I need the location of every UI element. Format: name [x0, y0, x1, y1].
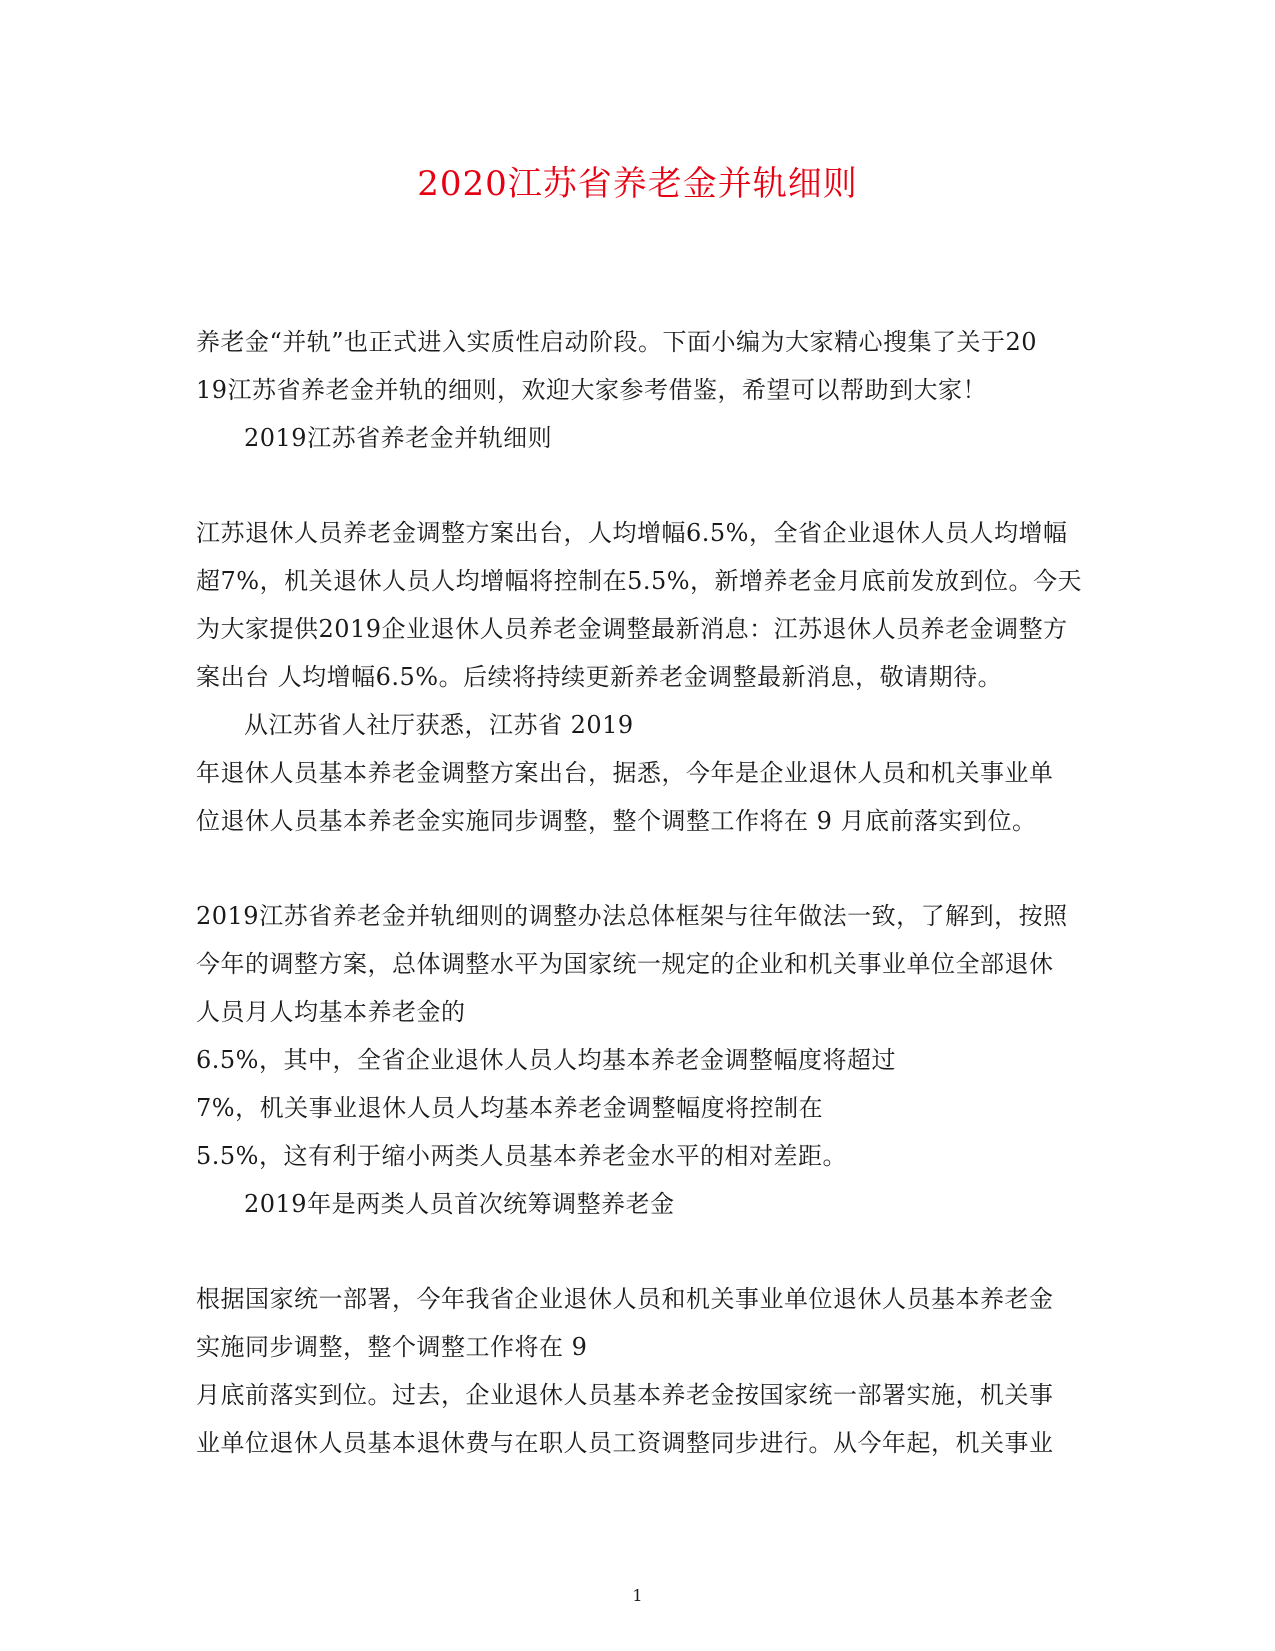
body-line: 为大家提供2019企业退休人员养老金调整最新消息：江苏退休人员养老金调整方	[196, 615, 1068, 643]
body-line: 根据国家统一部署，今年我省企业退休人员和机关事业单位退休人员基本养老金	[196, 1285, 1054, 1313]
body-line: 7%，机关事业退休人员人均基本养老金调整幅度将控制在	[196, 1094, 824, 1122]
body-line: 位退休人员基本养老金实施同步调整，整个调整工作将在 9 月底前落实到位。	[196, 807, 1037, 835]
section-heading: 2019江苏省养老金并轨细则	[244, 424, 553, 452]
body-line: 从江苏省人社厅获悉，江苏省 2019	[244, 711, 634, 739]
body-line: 2019江苏省养老金并轨细则的调整办法总体框架与往年做法一致，了解到，按照	[196, 902, 1068, 930]
body-line: 养老金“并轨”也正式进入实质性启动阶段。下面小编为大家精心搜集了关于20	[196, 328, 1038, 356]
body-line: 年退休人员基本养老金调整方案出台，据悉，今年是企业退休人员和机关事业单	[196, 759, 1054, 787]
page-number: 1	[632, 1586, 643, 1605]
body-line: 5.5%，这有利于缩小两类人员基本养老金水平的相对差距。	[196, 1142, 847, 1170]
section-heading: 2019年是两类人员首次统筹调整养老金	[244, 1190, 675, 1218]
body-line: 业单位退休人员基本退休费与在职人员工资调整同步进行。从今年起，机关事业	[196, 1429, 1054, 1457]
body-line: 6.5%，其中，全省企业退休人员人均基本养老金调整幅度将超过	[196, 1046, 896, 1074]
body-line: 超7%，机关退休人员人均增幅将控制在5.5%，新增养老金月底前发放到位。今天	[196, 567, 1083, 595]
page-title: 2020江苏省养老金并轨细则	[417, 164, 858, 204]
body-line: 案出台 人均增幅6.5%。后续将持续更新养老金调整最新消息，敬请期待。	[196, 663, 1003, 691]
body-line: 19江苏省养老金并轨的细则，欢迎大家参考借鉴，希望可以帮助到大家！	[196, 376, 988, 404]
body-line: 月底前落实到位。过去，企业退休人员基本养老金按国家统一部署实施，机关事	[196, 1381, 1054, 1409]
body-line: 今年的调整方案，总体调整水平为国家统一规定的企业和机关事业单位全部退休	[196, 950, 1054, 978]
body-line: 江苏退休人员养老金调整方案出台，人均增幅6.5%，全省企业退休人员人均增幅	[196, 519, 1068, 547]
body-line: 人员月人均基本养老金的	[196, 998, 466, 1026]
body-line: 实施同步调整，整个调整工作将在 9	[196, 1333, 588, 1361]
